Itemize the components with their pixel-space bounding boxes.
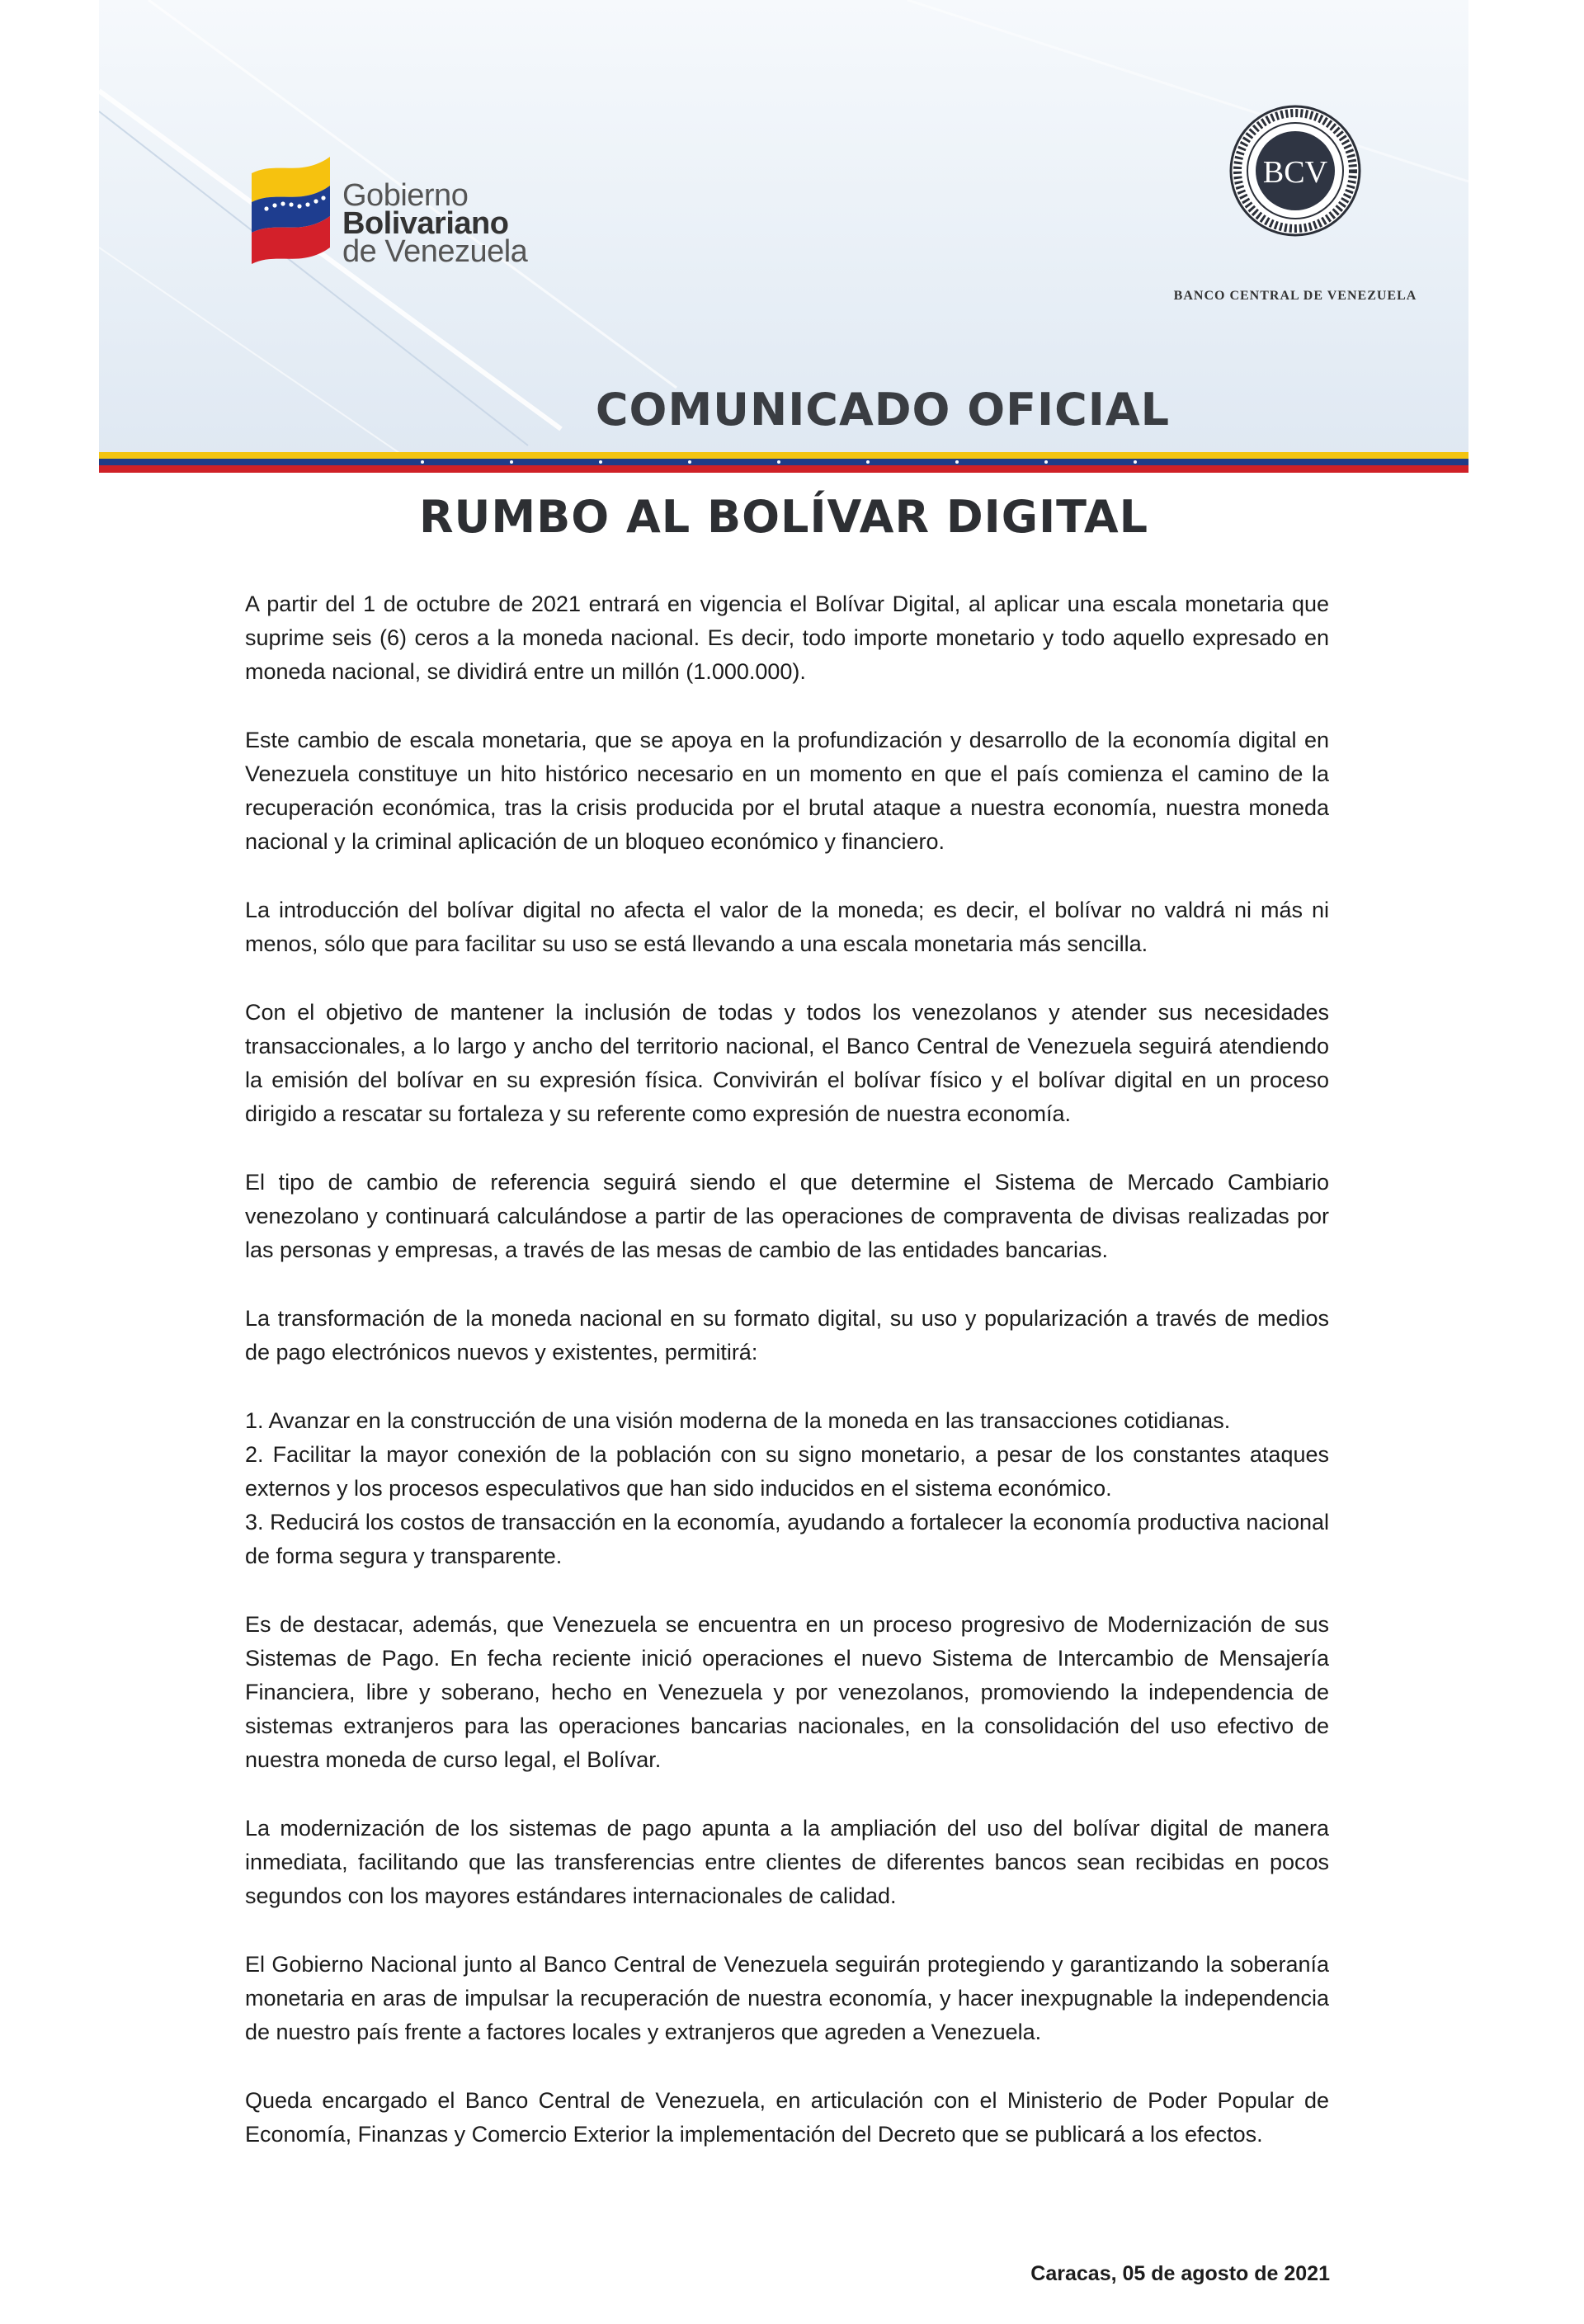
paragraph-3: La introducción del bolívar digital no afecta el valor de la moneda; es decir, el bolívar no valdrá ni más ni menos, sólo que para facilitar su uso se está llevando a una escala monetaria más sencilla. — [245, 898, 1329, 956]
paragraph-4: Con el objetivo de mantener la inclusión de todas y todos los venezolanos y atender sus necesidades transaccionales, a lo largo y ancho del territorio nacional, el Banco Central de Venezuela seguirá atendiendo la emisión del bolívar en su expresión física. Convivirán el bolívar físico y el bolívar digital en un proceso dirigido a rescatar su fortaleza y su referente como expresión de nuestra economía. — [245, 1000, 1329, 1126]
list-item-1: 1. Avanzar en la construcción de una visión moderna de la moneda en las transacciones cotidianas. — [245, 1408, 1231, 1433]
stripe-stars — [99, 459, 1468, 465]
paragraph-6: La transformación de la moneda nacional en su formato digital, su uso y popularización a través de medios de pago electrónicos nuevos y existentes, permitirá: — [245, 1306, 1329, 1365]
document-body — [245, 587, 1329, 2186]
venezuela-flag-icon — [243, 157, 338, 264]
bcv-seal-icon — [1228, 103, 1363, 243]
paragraph-8: La modernización de los sistemas de pago apunta a la ampliación del uso del bolívar digital de manera inmediata, facilitando que las transferencias entre clientes de diferentes bancos sean recibidas en pocos segundos con los mayores estándares internacionales de calidad. — [245, 1816, 1329, 1908]
signoff-date: Caracas, 05 de agosto de 2021 — [1030, 2262, 1330, 2285]
paragraph-9: El Gobierno Nacional junto al Banco Central de Venezuela seguirán protegiendo y garantizando la soberanía monetaria en aras de impulsar la recuperación de nuestra economía, y hacer inexpugnable la independencia de nuestro país frente a factores locales y extranjeros que agreden a Venezuela. — [245, 1952, 1329, 2044]
gobierno-logo-text — [342, 178, 528, 269]
gov-logo-line3: de Venezuela — [342, 234, 528, 269]
paragraph-7: Es de destacar, además, que Venezuela se encuentra en un proceso progresivo de Modernización de sus Sistemas de Pago. En fecha reciente inició operaciones el nuevo Sistema de Intercambio de Mensajería Financiera, libre y soberano, hecho en Venezuela y por venezolanos, promoviendo la independencia de sistemas extranjeros para las operaciones bancarias nacionales, en la consolidación del uso efectivo de nuestra moneda de curso legal, el Bolívar. — [245, 1612, 1329, 1772]
gobierno-bolivariano-logo — [243, 157, 606, 272]
document-title: RUMBO AL BOLÍVAR DIGITAL — [418, 491, 1149, 543]
bcv-logo — [1130, 103, 1460, 318]
flag-stripe-yellow — [99, 452, 1468, 459]
paragraph-5: El tipo de cambio de referencia seguirá siendo el que determine el Sistema de Mercado Cambiario venezolano y continuará calculándose a partir de las operaciones de compraventa de divisas realizadas por las personas y empresas, a través de las mesas de cambio de las entidades bancarias. — [245, 1170, 1329, 1262]
list-item-3: 3. Reducirá los costos de transacción en la economía, ayudando a fortalecer la economía productiva nacional de forma segura y transparente. — [245, 1510, 1329, 1568]
gov-logo-line1: Gobierno — [342, 178, 469, 213]
paragraph-2: Este cambio de escala monetaria, que se apoya en la profundización y desarrollo de la economía digital en Venezuela constituye un hito histórico necesario en un momento en que el país comienza el camino de la recuperación económica, tras la crisis producida por el brutal ataque a nuestra economía, nuestra moneda nacional y la criminal aplicación de un bloqueo económico y financiero. — [245, 728, 1329, 854]
list-item-2: 2. Facilitar la mayor conexión de la población con su signo monetario, a pesar de los constantes ataques externos y los procesos especulativos que han sido inducidos en el sistema económico. — [245, 1442, 1329, 1501]
gov-logo-line2: Bolivariano — [342, 206, 509, 241]
paragraph-1: A partir del 1 de octubre de 2021 entrará en vigencia el Bolívar Digital, al aplicar una escala monetaria que suprime seis (6) ceros a la moneda nacional. Es decir, todo importe monetario y todo aquello expresado en moneda nacional, se dividirá entre un millón (1.000.000). — [245, 592, 1329, 684]
comunicado-oficial-heading: COMUNICADO OFICIAL — [595, 384, 1171, 436]
bcv-name: BANCO CENTRAL DE VENEZUELA — [1173, 289, 1417, 303]
flag-stripe-red — [99, 465, 1468, 473]
header-banner — [99, 0, 1468, 462]
bcv-emblem-text: BCV — [1262, 155, 1328, 190]
paragraph-10: Queda encargado el Banco Central de Venezuela, en articulación con el Ministerio de Poder Popular de Economía, Finanzas y Comercio Exterior la implementación del Decreto que se publicará a los efectos. — [245, 2088, 1329, 2147]
